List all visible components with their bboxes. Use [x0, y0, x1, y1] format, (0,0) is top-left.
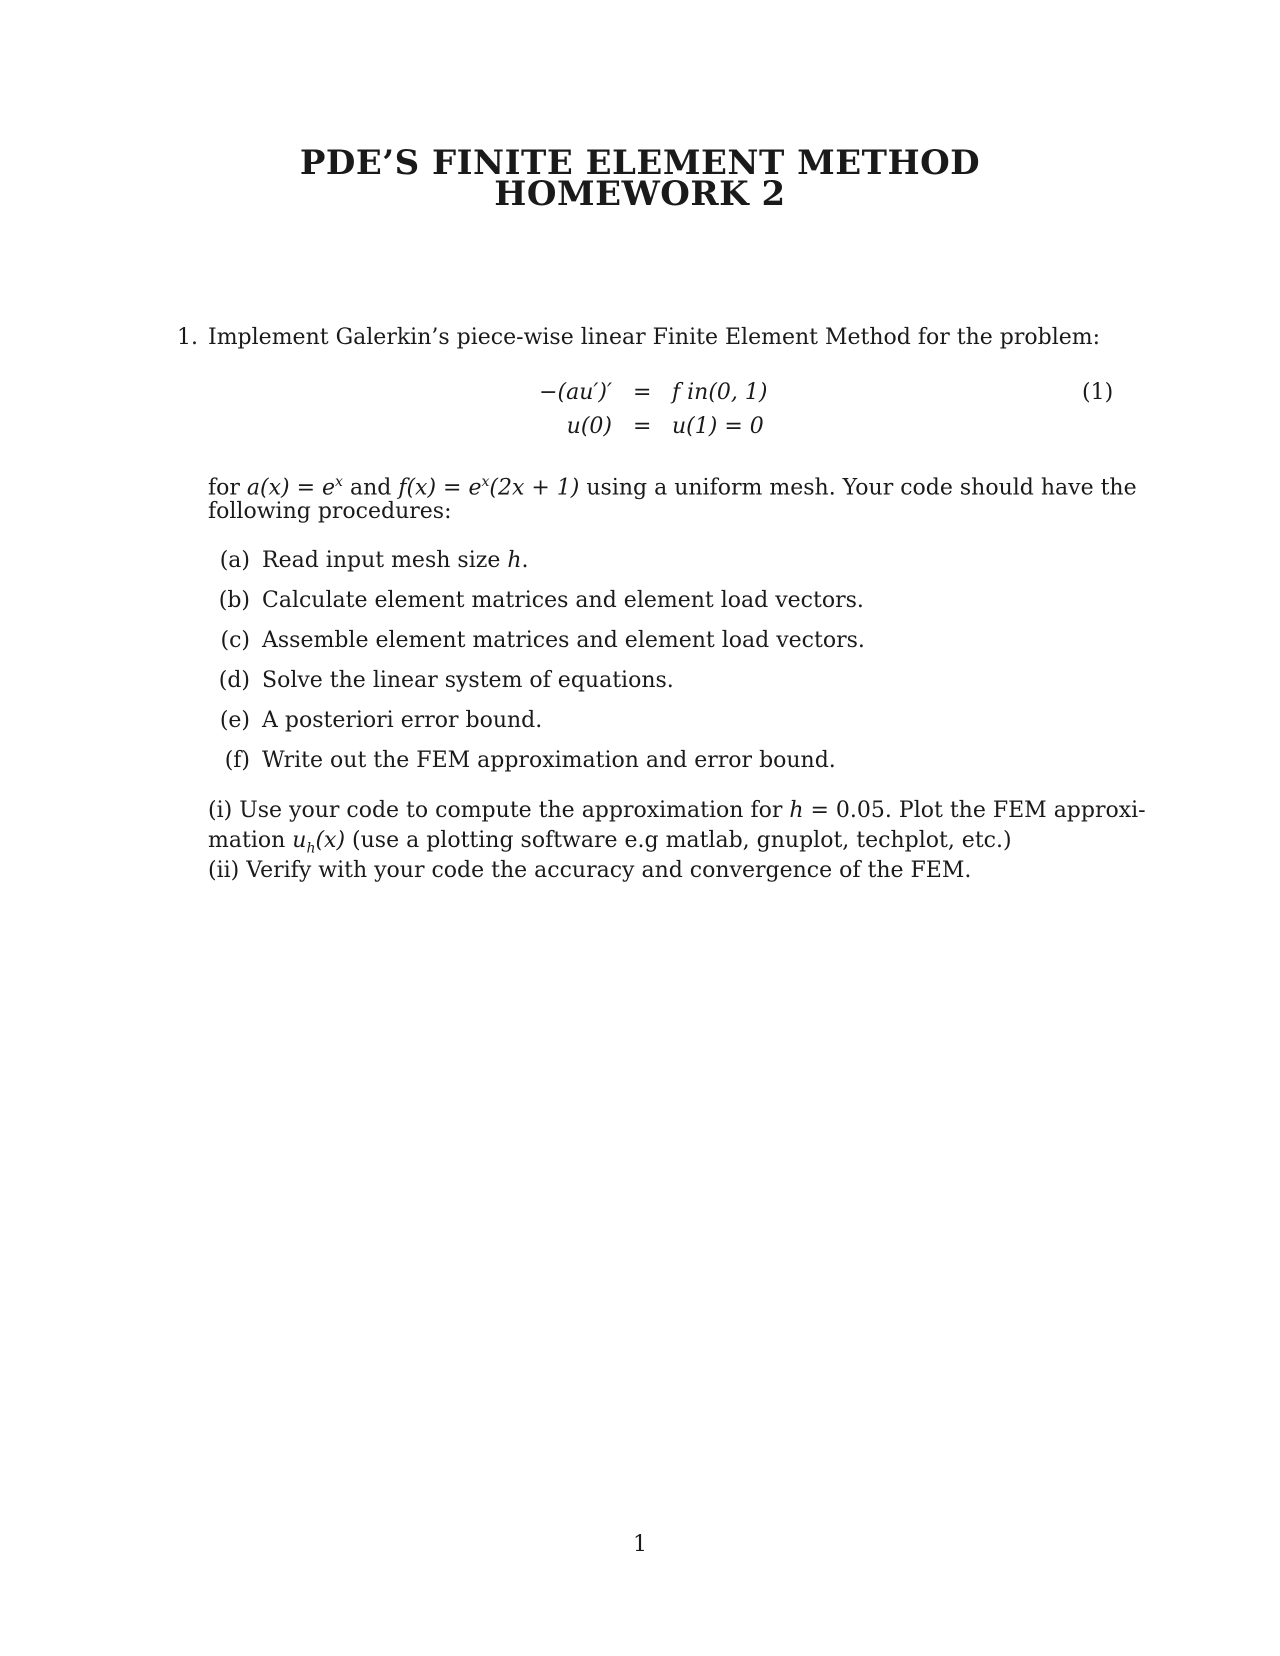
part-i-mation: mation [208, 828, 293, 853]
procedure-label-e: (e) [219, 708, 250, 733]
procedure-label-d: (d) [218, 668, 250, 693]
procedure-text: Read input mesh size [262, 548, 508, 573]
f-superscript: x [481, 474, 490, 490]
conditions-rest: using a uniform mesh. Your code should have the [579, 475, 1137, 501]
part-i-text-rest: (use a plotting software e.g matlab, gnuplot, techplot, etc.) [345, 828, 1012, 853]
equation-row1-right: f in(0, 1) [672, 380, 768, 405]
conditions-line2: following procedures: [208, 499, 452, 524]
equation-row2-equals: = [633, 414, 652, 439]
a-definition: a(x) = e [246, 475, 336, 501]
part-i-text-b: = 0.05. Plot the FEM approxi- [803, 798, 1146, 823]
f-tail: (2x + 1) [489, 475, 580, 501]
equation-label: (1) [1082, 380, 1114, 405]
a-superscript: x [335, 474, 343, 490]
part-i-x: (x) [315, 828, 346, 853]
problem-number: 1. [177, 325, 198, 350]
procedure-item-d: Solve the linear system of equations. [262, 668, 674, 693]
equation-row2-right: u(1) = 0 [672, 414, 764, 439]
procedure-label-a: (a) [219, 548, 250, 573]
procedure-label-c: (c) [220, 628, 250, 653]
equation-row2-left: u(0) [566, 414, 612, 439]
f-definition: f(x) = e [398, 475, 482, 501]
procedure-item-f: Write out the FEM approximation and error bound. [262, 748, 836, 773]
page-title-line2: HOMEWORK 2 [494, 174, 786, 214]
part-i-h: h [789, 798, 804, 823]
part-i-line1 [208, 796, 1146, 826]
page-number: 1 [633, 1532, 647, 1557]
part-i-u: u [292, 828, 307, 853]
procedure-math: h [507, 548, 522, 573]
procedure-tail: . [521, 548, 529, 573]
equation-row1-equals: = [633, 380, 652, 405]
procedure-item-c: Assemble element matrices and element load vectors. [262, 628, 865, 653]
procedure-item-a [262, 546, 529, 576]
procedure-item-e: A posteriori error bound. [262, 708, 543, 733]
procedure-label-b: (b) [218, 588, 250, 613]
part-ii-line: (ii) Verify with your code the accuracy and convergence of the FEM. [208, 858, 972, 883]
part-i-u-subscript: h [306, 840, 316, 857]
conditions-and: and [342, 475, 399, 501]
equation-row1-left: −(au′)′ [539, 380, 612, 405]
procedure-item-b: Calculate element matrices and element load vectors. [262, 588, 864, 613]
conditions-for: for [208, 475, 247, 501]
page-title-line1: PDE’S FINITE ELEMENT METHOD [299, 143, 981, 183]
procedure-label-f: (f) [224, 748, 250, 773]
part-i-text-a: (i) Use your code to compute the approximation for [208, 798, 790, 823]
problem-intro: Implement Galerkin’s piece-wise linear Finite Element Method for the problem: [208, 325, 1101, 350]
